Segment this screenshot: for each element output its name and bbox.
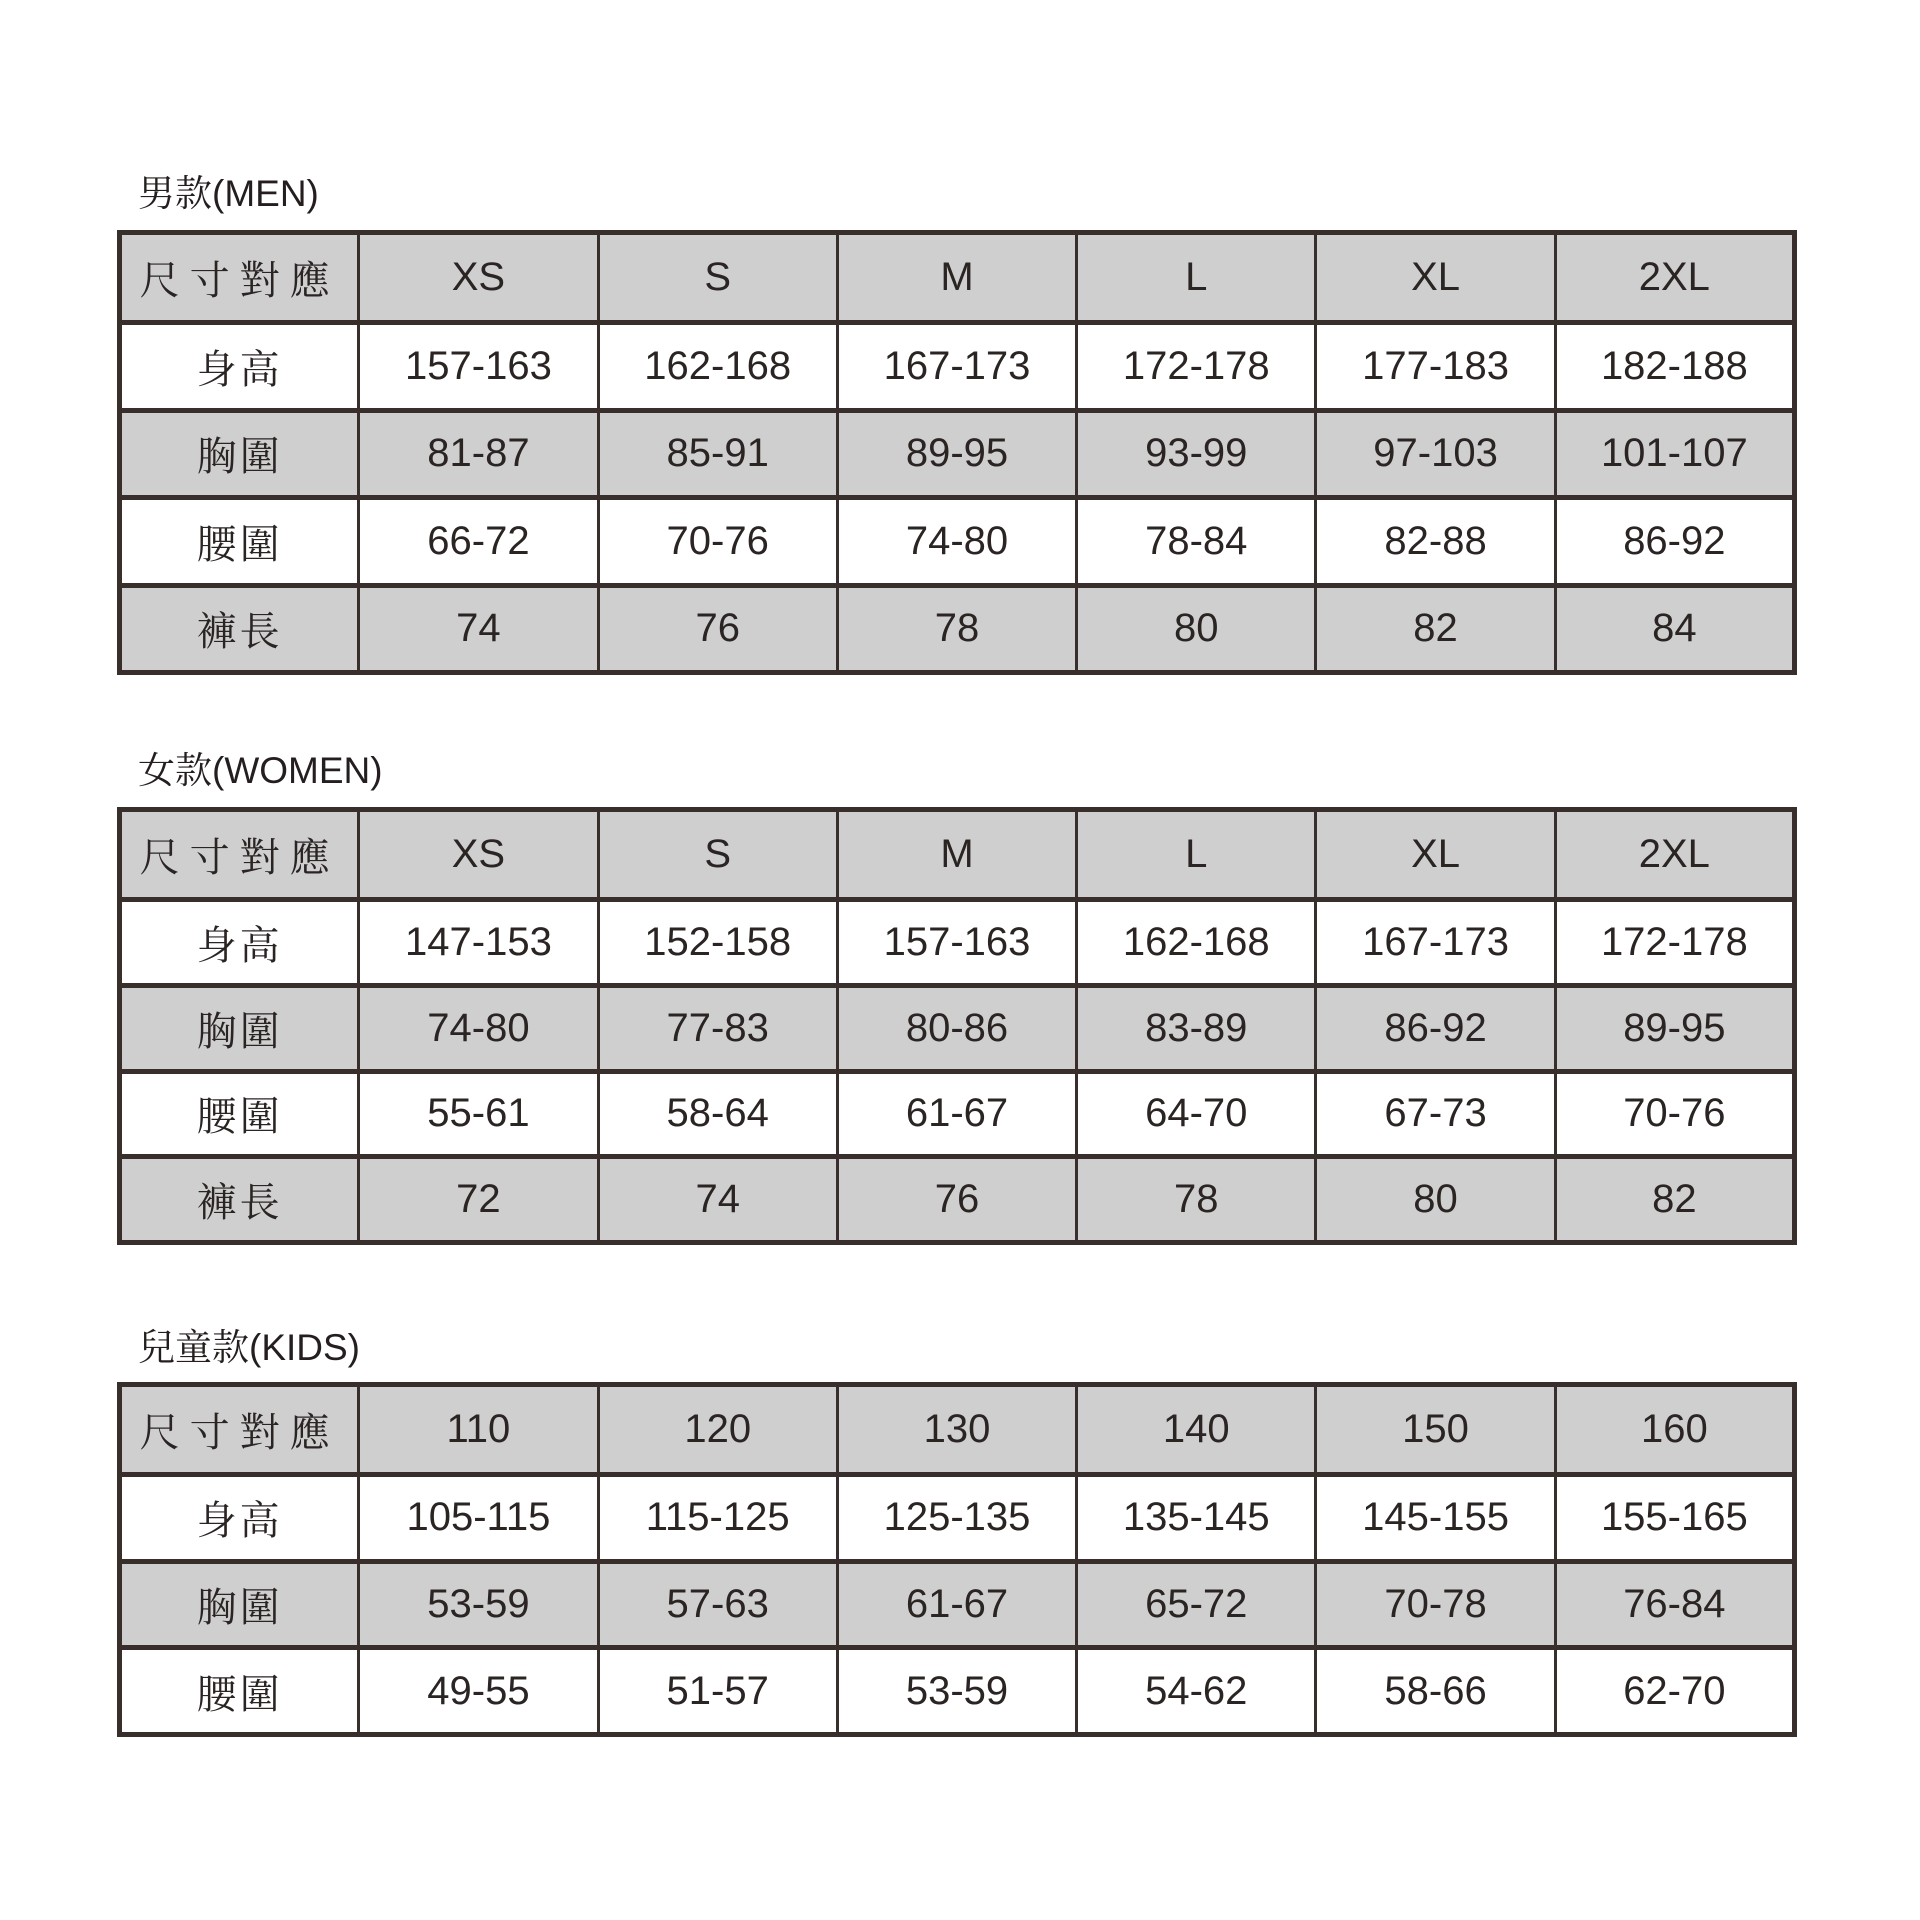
value-cell: 77-83 (598, 985, 837, 1071)
value-cell: 55-61 (359, 1071, 598, 1157)
value-cell: 155-165 (1555, 1475, 1794, 1562)
value-cell: 85-91 (598, 410, 837, 498)
value-cell: 115-125 (598, 1475, 837, 1562)
table-header (120, 810, 1795, 900)
value-cell: 86-92 (1316, 985, 1555, 1071)
value-cell: 157-163 (837, 900, 1076, 986)
header-size-cell: L (1077, 233, 1316, 323)
value-cell: 80 (1316, 1157, 1555, 1243)
value-cell: 78 (1077, 1157, 1316, 1243)
men-table-title: 男款(MEN) (138, 173, 319, 214)
value-cell: 97-103 (1316, 410, 1555, 498)
data-row (120, 410, 1795, 498)
table-body (120, 1475, 1795, 1735)
value-cell: 82 (1555, 1157, 1794, 1243)
value-cell: 84 (1555, 585, 1794, 673)
value-cell: 83-89 (1077, 985, 1316, 1071)
header-size-cell: S (598, 810, 837, 900)
value-cell: 78 (837, 585, 1076, 673)
value-cell: 61-67 (837, 1561, 1076, 1648)
value-cell: 76 (598, 585, 837, 673)
header-size-cell: M (837, 810, 1076, 900)
value-cell: 74 (359, 585, 598, 673)
data-row (120, 498, 1795, 586)
value-cell: 89-95 (837, 410, 1076, 498)
value-cell: 147-153 (359, 900, 598, 986)
kids-table-title: 兒童款(KIDS) (138, 1327, 360, 1368)
value-cell: 67-73 (1316, 1071, 1555, 1157)
header-size-cell: 120 (598, 1385, 837, 1475)
table-body (120, 900, 1795, 1243)
header-size-cell: S (598, 233, 837, 323)
value-cell: 74-80 (359, 985, 598, 1071)
value-cell: 51-57 (598, 1648, 837, 1735)
value-cell: 61-67 (837, 1071, 1076, 1157)
header-row (120, 810, 1795, 900)
value-cell: 54-62 (1077, 1648, 1316, 1735)
row-label-cell: 身高 (120, 323, 359, 411)
women-table-title: 女款(WOMEN) (138, 750, 383, 791)
header-size-cell: 2XL (1555, 810, 1794, 900)
value-cell: 49-55 (359, 1648, 598, 1735)
table-header (120, 1385, 1795, 1475)
value-cell: 53-59 (837, 1648, 1076, 1735)
header-row (120, 1385, 1795, 1475)
header-row (120, 233, 1795, 323)
header-size-cell: L (1077, 810, 1316, 900)
value-cell: 72 (359, 1157, 598, 1243)
row-label-cell: 胸圍 (120, 985, 359, 1071)
header-size-cell: XS (359, 810, 598, 900)
value-cell: 82-88 (1316, 498, 1555, 586)
value-cell: 157-163 (359, 323, 598, 411)
value-cell: 70-78 (1316, 1561, 1555, 1648)
header-size-cell: 130 (837, 1385, 1076, 1475)
data-row (120, 1561, 1795, 1648)
data-row (120, 900, 1795, 986)
header-size-cell: 150 (1316, 1385, 1555, 1475)
value-cell: 58-64 (598, 1071, 837, 1157)
table-header (120, 233, 1795, 323)
data-row (120, 1071, 1795, 1157)
header-label-cell: 尺寸對應 (120, 1385, 359, 1475)
value-cell: 74-80 (837, 498, 1076, 586)
value-cell: 167-173 (1316, 900, 1555, 986)
value-cell: 93-99 (1077, 410, 1316, 498)
value-cell: 125-135 (837, 1475, 1076, 1562)
men-size-table (117, 230, 1797, 675)
header-size-cell: XL (1316, 810, 1555, 900)
value-cell: 86-92 (1555, 498, 1794, 586)
value-cell: 182-188 (1555, 323, 1794, 411)
kids-size-table (117, 1382, 1797, 1737)
row-label-cell: 胸圍 (120, 1561, 359, 1648)
value-cell: 74 (598, 1157, 837, 1243)
value-cell: 57-63 (598, 1561, 837, 1648)
value-cell: 89-95 (1555, 985, 1794, 1071)
women-size-table (117, 807, 1797, 1245)
value-cell: 76 (837, 1157, 1076, 1243)
row-label-cell: 腰圍 (120, 1071, 359, 1157)
row-label-cell: 腰圍 (120, 1648, 359, 1735)
row-label-cell: 褲長 (120, 585, 359, 673)
value-cell: 53-59 (359, 1561, 598, 1648)
value-cell: 78-84 (1077, 498, 1316, 586)
row-label-cell: 胸圍 (120, 410, 359, 498)
value-cell: 162-168 (598, 323, 837, 411)
value-cell: 167-173 (837, 323, 1076, 411)
value-cell: 152-158 (598, 900, 837, 986)
value-cell: 105-115 (359, 1475, 598, 1562)
data-row (120, 1475, 1795, 1562)
data-row (120, 985, 1795, 1071)
row-label-cell: 腰圍 (120, 498, 359, 586)
value-cell: 65-72 (1077, 1561, 1316, 1648)
table-body (120, 323, 1795, 673)
header-label-cell: 尺寸對應 (120, 233, 359, 323)
value-cell: 62-70 (1555, 1648, 1794, 1735)
header-size-cell: XS (359, 233, 598, 323)
header-size-cell: 2XL (1555, 233, 1794, 323)
data-row (120, 585, 1795, 673)
data-row (120, 323, 1795, 411)
row-label-cell: 身高 (120, 1475, 359, 1562)
value-cell: 81-87 (359, 410, 598, 498)
value-cell: 145-155 (1316, 1475, 1555, 1562)
header-size-cell: 160 (1555, 1385, 1794, 1475)
value-cell: 162-168 (1077, 900, 1316, 986)
header-size-cell: 110 (359, 1385, 598, 1475)
value-cell: 70-76 (598, 498, 837, 586)
header-size-cell: XL (1316, 233, 1555, 323)
row-label-cell: 身高 (120, 900, 359, 986)
value-cell: 66-72 (359, 498, 598, 586)
value-cell: 76-84 (1555, 1561, 1794, 1648)
data-row (120, 1648, 1795, 1735)
value-cell: 177-183 (1316, 323, 1555, 411)
value-cell: 80-86 (837, 985, 1076, 1071)
header-size-cell: 140 (1077, 1385, 1316, 1475)
value-cell: 135-145 (1077, 1475, 1316, 1562)
value-cell: 172-178 (1077, 323, 1316, 411)
value-cell: 101-107 (1555, 410, 1794, 498)
value-cell: 70-76 (1555, 1071, 1794, 1157)
value-cell: 172-178 (1555, 900, 1794, 986)
data-row (120, 1157, 1795, 1243)
value-cell: 80 (1077, 585, 1316, 673)
value-cell: 82 (1316, 585, 1555, 673)
row-label-cell: 褲長 (120, 1157, 359, 1243)
header-label-cell: 尺寸對應 (120, 810, 359, 900)
value-cell: 58-66 (1316, 1648, 1555, 1735)
value-cell: 64-70 (1077, 1071, 1316, 1157)
header-size-cell: M (837, 233, 1076, 323)
